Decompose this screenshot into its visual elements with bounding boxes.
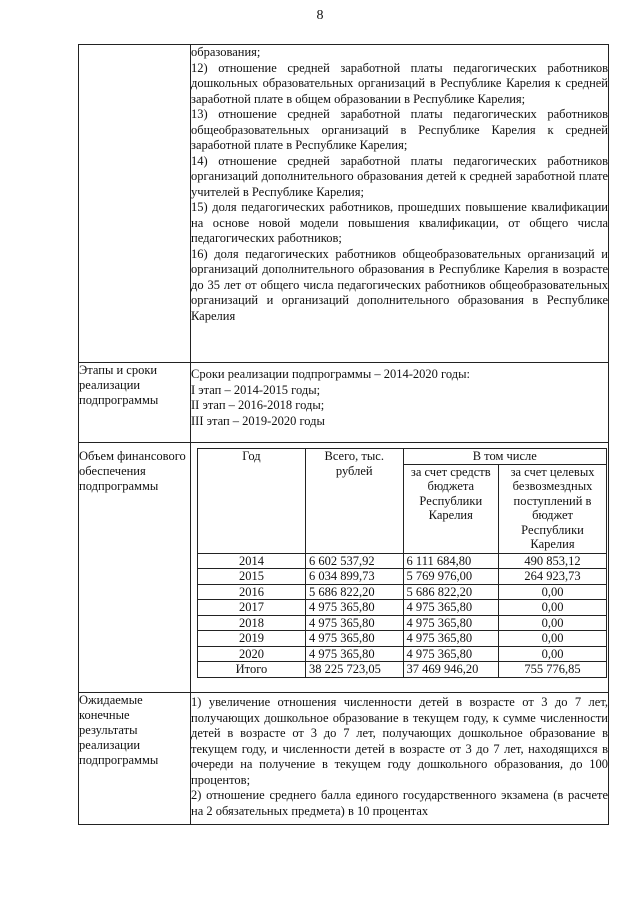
cell-budget: 4 975 365,80 <box>403 631 499 647</box>
stages-row <box>79 363 609 443</box>
cell-budget: 37 469 946,20 <box>403 662 499 678</box>
indicators-label <box>79 45 191 363</box>
table-row-total <box>198 662 607 678</box>
indicators-text <box>191 45 609 363</box>
table-row <box>198 615 607 631</box>
header-year: Год <box>198 449 306 554</box>
stages-text <box>191 363 609 443</box>
cell-year: 2017 <box>198 600 306 616</box>
cell-year: 2014 <box>198 553 306 569</box>
indicator-line: 12) отношение средней заработной платы педагогических работников дошкольных образовательных организаций в Республике Карелия к средней заработной плате в общем образовании в Республике Карелия; <box>191 60 608 106</box>
cell-budget: 5 769 976,00 <box>403 569 499 585</box>
cell-grants: 0,00 <box>499 615 607 631</box>
indicators-row <box>79 45 609 363</box>
stages-label: Этапы и сроки реализации подпрограммы <box>79 363 191 443</box>
stage-line: II этап – 2016-2018 годы; <box>191 398 325 412</box>
cell-budget: 6 111 684,80 <box>403 553 499 569</box>
cell-grants: 0,00 <box>499 631 607 647</box>
results-text <box>191 693 609 825</box>
result-line: 2) отношение среднего балла единого государственного экзамена (в расчете на 2 обязательных предмета) в 10 процентах <box>191 788 608 818</box>
cell-grants: 490 853,12 <box>499 553 607 569</box>
funding-row <box>79 443 609 693</box>
cell-year: 2020 <box>198 646 306 662</box>
funding-table <box>197 448 607 678</box>
header-grants: за счет целевых безвозмездных поступлений в бюджет Республики Карелия <box>499 464 607 553</box>
table-row <box>198 600 607 616</box>
result-line: 1) увеличение отношения численности детей в возрасте от 3 до 7 лет, получающих дошкольное образование в текущем году, к сумме численности детей в возрасте от 3 до 7 лет, получающих дошкольное образование в текущем году, и численности детей в возрасте от 3 до 7 лет, находящихся в очереди на получение в текущем году дошкольного образования, до 100 процентов; <box>191 695 608 787</box>
cell-total: 6 034 899,73 <box>305 569 403 585</box>
cell-budget: 4 975 365,80 <box>403 615 499 631</box>
stage-line: III этап – 2019-2020 годы <box>191 413 325 428</box>
results-row <box>79 693 609 825</box>
cell-grants: 0,00 <box>499 600 607 616</box>
cell-grants: 755 776,85 <box>499 662 607 678</box>
stage-line: Сроки реализации подпрограммы – 2014-2020 годы: <box>191 367 470 381</box>
table-row <box>198 646 607 662</box>
cell-year: 2015 <box>198 569 306 585</box>
indicator-line: образования; <box>191 45 261 59</box>
indicator-line: 14) отношение средней заработной платы педагогических работников организаций дополнительного образования детей к средней заработной плате учителей в Республике Карелия; <box>191 153 608 199</box>
cell-grants: 0,00 <box>499 584 607 600</box>
table-row <box>198 631 607 647</box>
funding-cell <box>191 443 609 693</box>
cell-year: 2018 <box>198 615 306 631</box>
cell-total: 4 975 365,80 <box>305 615 403 631</box>
cell-total: 4 975 365,80 <box>305 646 403 662</box>
funding-label: Объем финансового обеспечения подпрограммы <box>79 443 191 693</box>
cell-total: 4 975 365,80 <box>305 631 403 647</box>
cell-year: Итого <box>198 662 306 678</box>
cell-budget: 4 975 365,80 <box>403 600 499 616</box>
table-row <box>198 553 607 569</box>
cell-year: 2016 <box>198 584 306 600</box>
cell-grants: 0,00 <box>499 646 607 662</box>
cell-total: 6 602 537,92 <box>305 553 403 569</box>
indicator-line: 15) доля педагогических работников, прошедших повышение квалификации на основе новой модели повышения квалификации, от общего числа педагогических работников; <box>191 200 608 245</box>
cell-total: 4 975 365,80 <box>305 600 403 616</box>
cell-total: 38 225 723,05 <box>305 662 403 678</box>
page-number: 8 <box>316 8 324 23</box>
table-row <box>198 584 607 600</box>
indicator-line: 13) отношение средней заработной платы педагогических работников общеобразовательных организаций в Республике Карелия к средней заработной плате в Республике Карелия; <box>191 107 608 152</box>
cell-grants: 264 923,73 <box>499 569 607 585</box>
header-total: Всего, тыс. рублей <box>305 449 403 554</box>
indicator-line: 16) доля педагогических работников общеобразовательных организаций и организаций дополнительного образования в Республике Карелия в возрасте до 35 лет от общего числа педагогических работников общеобразовательных организаций и организаций дополнительного образования в Республике Карелия <box>191 246 608 323</box>
cell-budget: 5 686 822,20 <box>403 584 499 600</box>
header-budget: за счет средств бюджета Республики Карелия <box>403 464 499 553</box>
passport-table <box>78 44 609 825</box>
header-including: В том числе <box>403 449 606 465</box>
cell-year: 2019 <box>198 631 306 647</box>
cell-total: 5 686 822,20 <box>305 584 403 600</box>
results-label: Ожидаемые конечные результаты реализации подпрограммы <box>79 693 191 825</box>
cell-budget: 4 975 365,80 <box>403 646 499 662</box>
table-row <box>198 569 607 585</box>
stage-line: I этап – 2014-2015 годы; <box>191 382 321 397</box>
